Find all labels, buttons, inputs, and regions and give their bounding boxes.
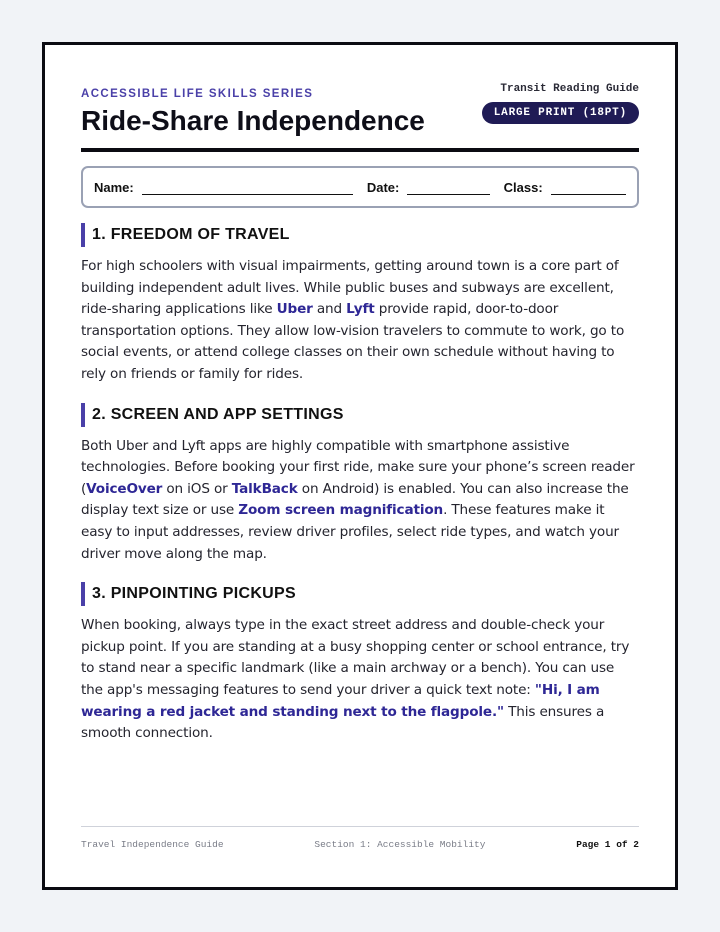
- date-label: Date:: [366, 179, 400, 195]
- text-run: For high schoolers with visual impairments, getting around town is a core part of building independent adult lives. While public buses and subways are excellent, ride-sharing applications like: [81, 258, 619, 318]
- header-rule: [81, 148, 639, 152]
- page-number: Page 1 of 2: [576, 839, 639, 850]
- name-field[interactable]: [142, 185, 353, 195]
- large-print-badge: LARGE PRINT (18PT): [482, 102, 639, 124]
- section-paragraph: [81, 436, 639, 566]
- section-heading: 3. PINPOINTING PICKUPS: [81, 582, 639, 606]
- footer-guide-name: Travel Independence Guide: [81, 839, 224, 850]
- page-title: Ride-Share Independence: [81, 105, 425, 136]
- class-label: Class:: [503, 179, 543, 195]
- student-info-box: [81, 166, 639, 208]
- document-page: [42, 42, 678, 890]
- main-content: [81, 223, 639, 762]
- text-run: When booking, always type in the exact street address and double-check your pickup point. If you are standing at a busy shopping center or school entrance, try to stand near a specific landmark (like a main archway or a bench). You can use the app's messaging features to send your driver a quick text note:: [81, 617, 630, 698]
- footer-rule: [81, 826, 639, 827]
- section-heading: 2. SCREEN AND APP SETTINGS: [81, 403, 639, 427]
- emphasis-voiceover: VoiceOver: [86, 480, 163, 497]
- series-label: ACCESSIBLE LIFE SKILLS SERIES: [81, 88, 314, 100]
- class-field[interactable]: [551, 185, 626, 195]
- text-run: This ensures a smooth connection.: [81, 703, 605, 742]
- text-run: on iOS or: [162, 480, 232, 497]
- section-screen-and-app-settings: [81, 403, 639, 566]
- emphasis-zoom: Zoom screen magnification: [238, 502, 444, 519]
- name-label: Name:: [94, 179, 134, 195]
- footer-section: Section 1: Accessible Mobility: [314, 839, 486, 850]
- emphasis-talkback: TalkBack: [231, 480, 298, 497]
- emphasis-lyft: Lyft: [346, 301, 375, 318]
- section-paragraph: [81, 615, 639, 745]
- section-paragraph: [81, 256, 639, 386]
- text-run: Both Uber and Lyft apps are highly compatible with smartphone assistive technologies. Before booking your first ride, make sure your phone’s screen reader (: [81, 437, 635, 497]
- text-run: on Android) is enabled. You can also increase the display text size or use: [81, 480, 629, 519]
- section-heading: 1. FREEDOM OF TRAVEL: [81, 223, 639, 247]
- text-run: provide rapid, door-to-door transportation options. They allow low-vision travelers to commute to work, go to social events, or attend college classes on their own schedule without having to rely on friends or family for rides.: [81, 301, 625, 382]
- text-run: and: [312, 301, 347, 318]
- emphasis-uber: Uber: [276, 301, 313, 318]
- section-freedom-of-travel: [81, 223, 639, 386]
- section-pinpointing-pickups: [81, 582, 639, 745]
- date-field[interactable]: [407, 185, 489, 195]
- guide-label: Transit Reading Guide: [500, 83, 639, 95]
- text-run: . These features make it easy to input addresses, review driver profiles, select ride types, and watch your driver move along the map.: [81, 502, 619, 562]
- page-footer: [81, 839, 639, 850]
- emphasis-quote: "Hi, I am wearing a red jacket and standing next to the flagpole.": [81, 681, 600, 720]
